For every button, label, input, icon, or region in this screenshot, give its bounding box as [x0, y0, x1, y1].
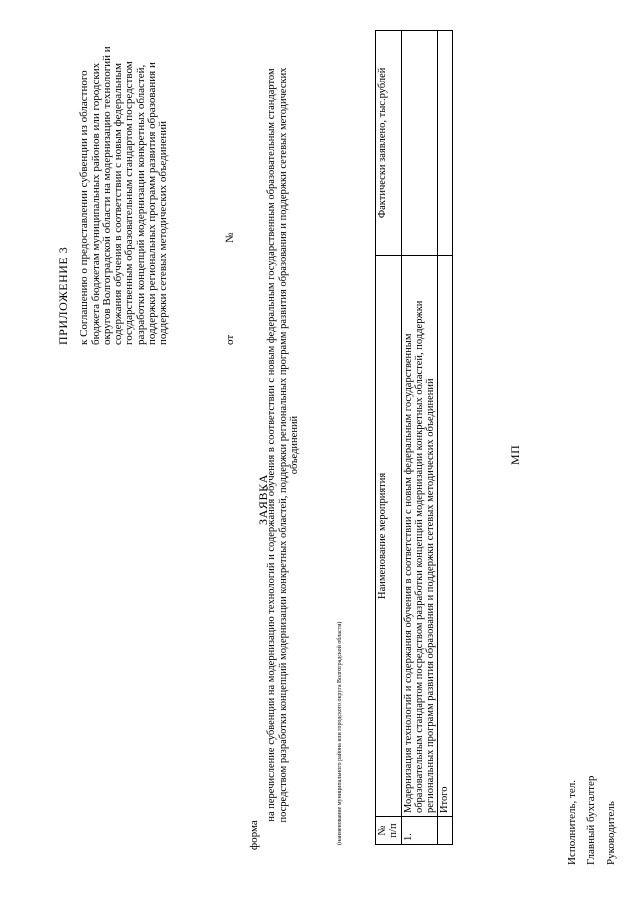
table-header-row	[376, 31, 402, 845]
row-num: 1.	[401, 817, 438, 845]
table-row	[401, 31, 438, 845]
appendix-text: к Соглашению о предоставлении субвенции из областного бюджета бюджетам муниципальных районов или городских округов Волгоградской области на модернизацию технологий и содержания обучения в соответствии с новым федеральным государственным образовательным стандартом посредством разработки концепций модернизации конкретных областей, поддержки региональных программ развития образования и поддержки сетевых методических объединений	[78, 46, 170, 345]
header-amount: Фактически заявлено, тыс.рублей	[376, 31, 402, 256]
form-title: ЗАЯВКА	[256, 474, 270, 525]
appendix-block	[58, 45, 170, 345]
signature-head: Руководитель	[605, 801, 617, 865]
header-name: Наименование мероприятия	[376, 255, 402, 816]
number-label: №	[224, 232, 236, 243]
total-name: Итого	[438, 255, 452, 816]
request-table	[375, 30, 453, 845]
district-caption: (наименование муниципального района или городского округа Волгоградской области)	[337, 621, 343, 845]
header-num: № п/п	[376, 817, 402, 845]
form-purpose: на перечисление субвенции на модернизацию технологий и содержания обучения в соответствии с новым федеральным государственным образовательным стандартом посредством разработки концепций модернизации конкретных областей, поддержки региональных программ развития образования и поддержки сетевых методических объединений	[266, 67, 300, 823]
date-label: от	[224, 334, 236, 345]
total-amount	[438, 31, 452, 256]
signature-executor: Исполнитель, тел.	[566, 780, 578, 865]
stamp-placeholder: МП	[508, 444, 522, 465]
signature-accountant: Главный бухгалтер	[585, 775, 597, 865]
row-amount	[401, 31, 438, 256]
total-num	[438, 817, 452, 845]
row-name: Модернизация технологий и содержания обучения в соответствии с новым федеральным государственным образовательным стандартом посредством разработки концепций модернизации конкретных областей, поддержки региональных программ развития образования и поддержки сетевых методических объединений	[401, 255, 438, 816]
table-row-total	[438, 31, 452, 845]
appendix-title: ПРИЛОЖЕНИЕ 3	[56, 246, 70, 345]
form-label: форма	[248, 820, 260, 850]
